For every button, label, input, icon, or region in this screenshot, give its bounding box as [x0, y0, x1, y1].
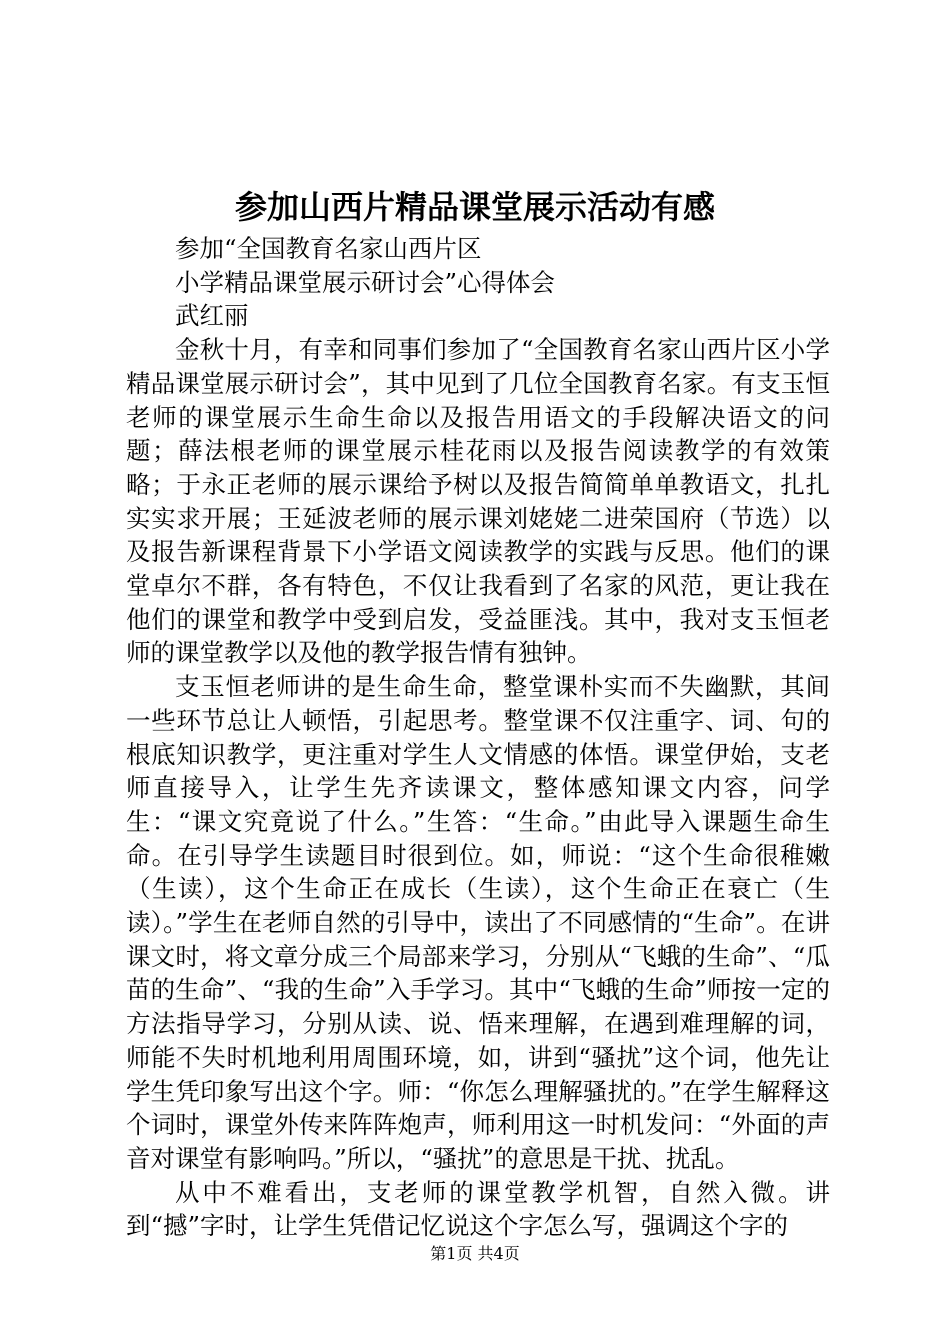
paragraph: 从中不难看出，支老师的课堂教学机智，自然入微。讲到“撼”字时，让学生凭借记忆说这个字怎么写，强调这个字的 [126, 1177, 830, 1241]
subtitle-line-1: 参加“全国教育名家山西片区 [175, 234, 482, 263]
paragraph: 金秋十月，有幸和同事们参加了“全国教育名家山西片区小学精品课堂展示研讨会”，其中见到了几位全国教育名家。有支玉恒老师的课堂展示生命生命以及报告用语文的手段解决语文的问题；薛法根老师的课堂展示桂花雨以及报告阅读教学的有效策略；于永正老师的展示课给予树以及报告简简单单教语文，扎扎实实求开展；王延波老师的展示课刘姥姥二进荣国府（节选）以及报告新课程背景下小学语文阅读教学的实践与反思。他们的课堂卓尔不群，各有特色，不仅让我看到了名家的风范，更让我在他们的课堂和教学中受到启发，受益匪浅。其中，我对支玉恒老师的课堂教学以及他的教学报告情有独钟。 [126, 335, 830, 668]
document-body [126, 232, 830, 1243]
paragraph: 支玉恒老师讲的是生命生命，整堂课朴实而不失幽默，其间一些环节总让人顿悟，引起思考。整堂课不仅注重字、词、句的根底知识教学，更注重对学生人文情感的体悟。课堂伊始，支老师直接导入，让学生先齐读课文，整体感知课文内容，问学生：“课文究竟说了什么。”生答：“生命。”由此导入课题生命生命。在引导学生读题目时很到位。如，师说：“这个生命很稚嫩（生读），这个生命正在成长（生读），这个生命正在衰亡（生读）。”学生在老师自然的引导中，读出了不同感情的“生命”。在讲课文时，将文章分成三个局部来学习，分别从“飞蛾的生命”、“瓜苗的生命”、“我的生命”入手学习。其中“飞蛾的生命”师按一定的方法指导学习，分别从读、说、悟来理解，在遇到难理解的词，师能不失时机地利用周围环境，如，讲到“骚扰”这个词，他先让学生凭印象写出这个字。师：“你怎么理解骚扰的。”在学生解释这个词时，课堂外传来阵阵炮声，师利用这一时机发问：“外面的声音对课堂有影响吗。”所以，“骚扰”的意思是干扰、扰乱。 [126, 672, 830, 1173]
document-title: 参加山西片精品课堂展示活动有感 [234, 188, 715, 226]
author-name: 武红丽 [175, 301, 249, 331]
page-footer: 第1页 共4页 [430, 1244, 520, 1263]
subtitle-line-2: 小学精品课堂展示研讨会”心得体会 [175, 267, 556, 297]
